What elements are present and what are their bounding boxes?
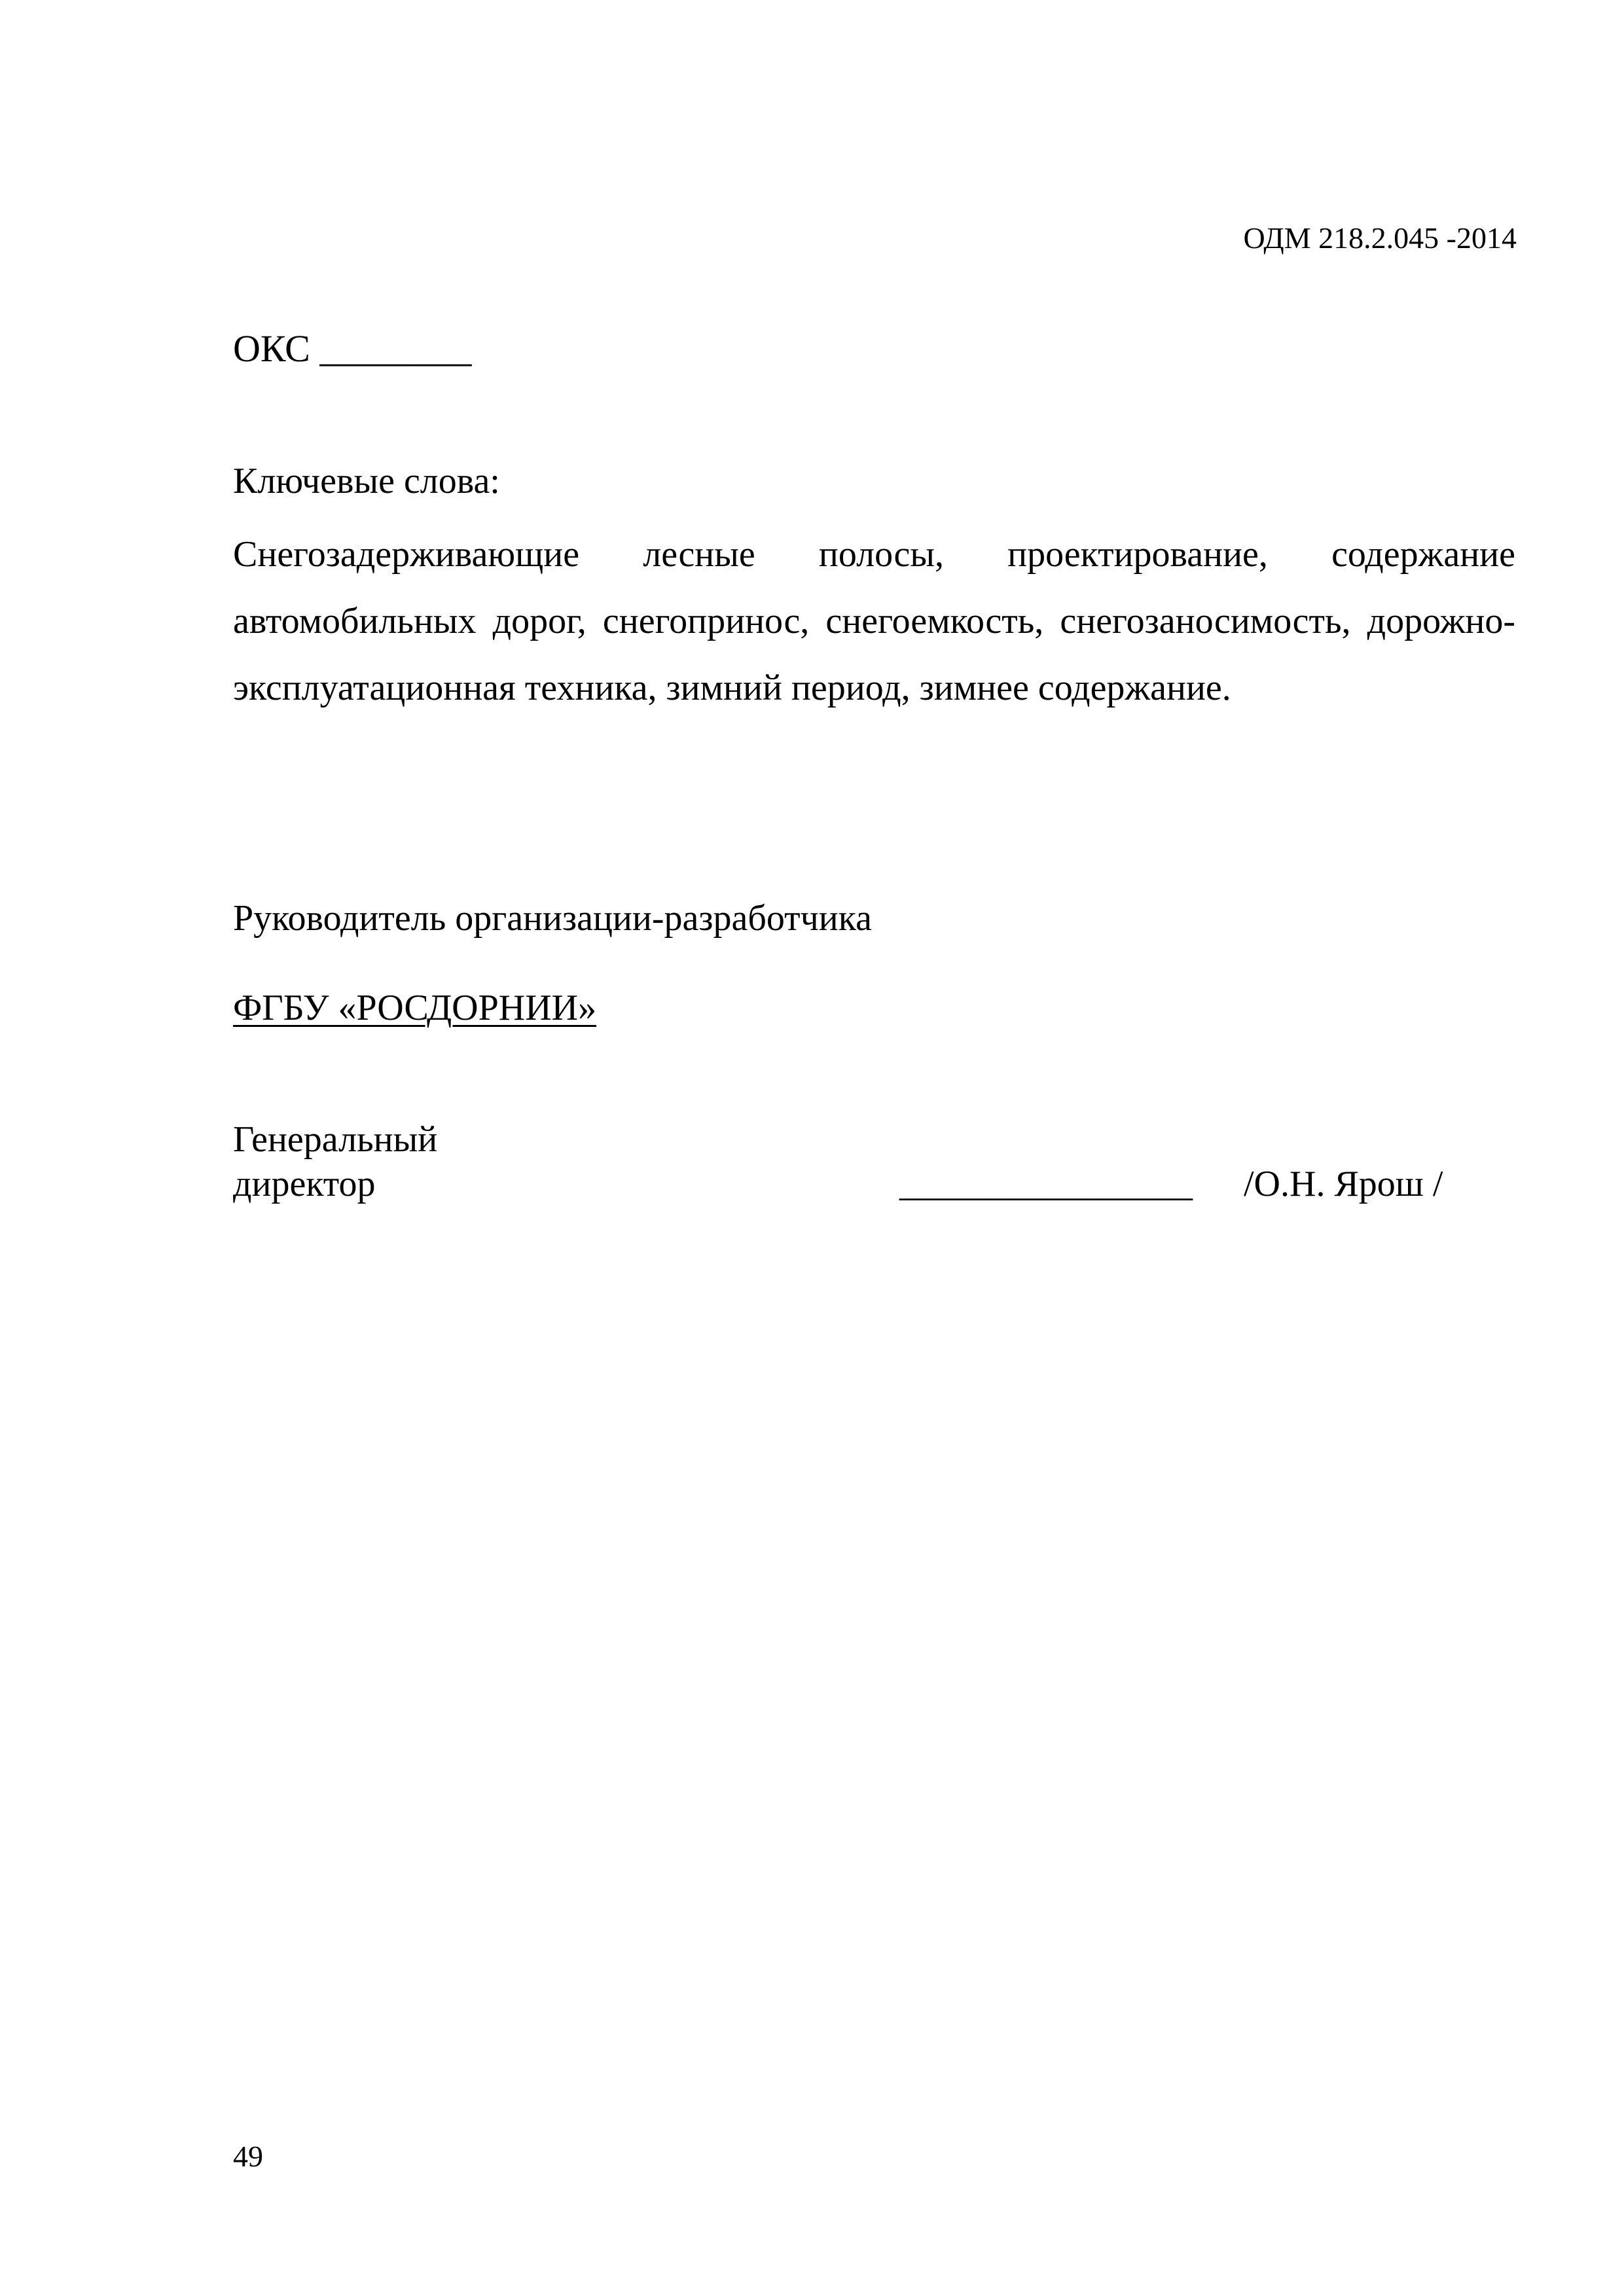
page-number: 49 bbox=[233, 2140, 263, 2173]
oks-classification: ОКС ________ bbox=[233, 327, 472, 370]
document-code: ОДМ 218.2.045 -2014 bbox=[1243, 221, 1517, 255]
signature-line: ________________ bbox=[899, 1164, 1193, 1204]
signer-name: /О.Н. Ярош / bbox=[1244, 1164, 1443, 1204]
signer-position: Генеральный директор bbox=[233, 1119, 438, 1204]
developer-head-label: Руководитель организации-разработчика bbox=[233, 898, 872, 939]
developer-organization: ФГБУ «РОСДОРНИИ» bbox=[233, 988, 597, 1028]
keywords-title: Ключевые слова: bbox=[233, 461, 500, 501]
keywords-text: Снегозадерживающие лесные полосы, проектирование, содержание автомобильных дорог, снегопринос, снегоемкость, снегозаносимость, дорожно-эксплуатационная техника, зимний период, зимнее содержание. bbox=[233, 534, 1515, 708]
